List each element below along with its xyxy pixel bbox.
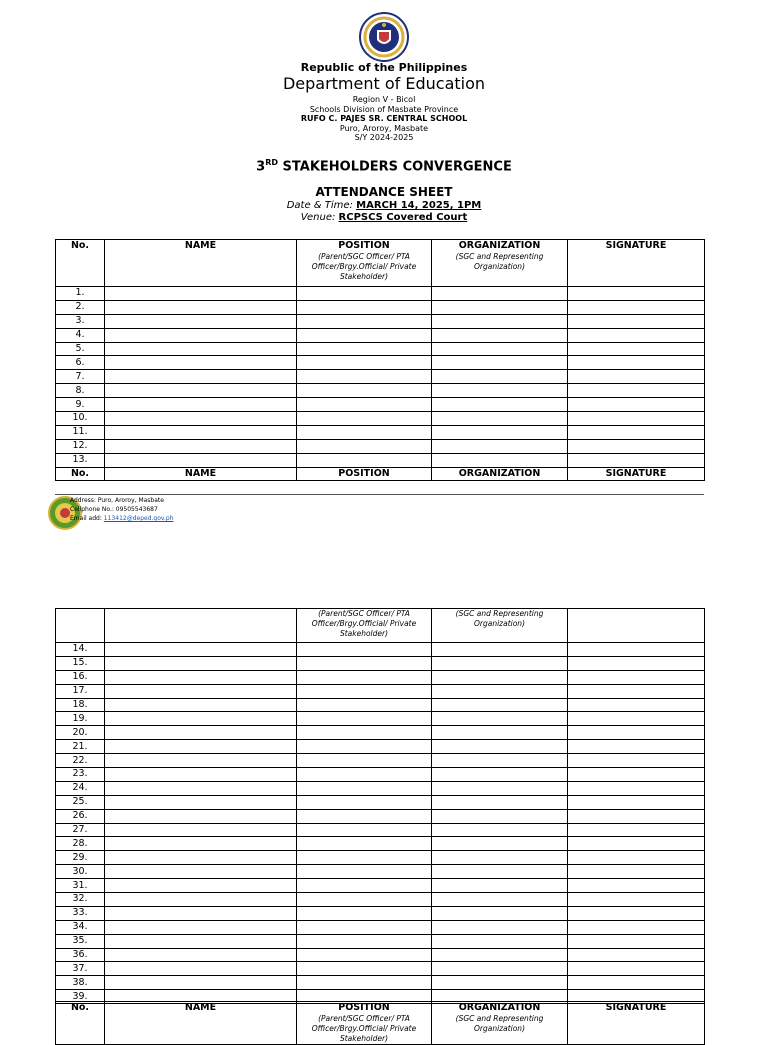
name-cell[interactable] bbox=[105, 300, 297, 314]
name-cell[interactable] bbox=[105, 740, 297, 754]
footer-email-label: Email add: bbox=[70, 515, 102, 522]
position-cell[interactable] bbox=[297, 398, 432, 412]
organization-cell[interactable] bbox=[432, 300, 568, 314]
position-cell[interactable] bbox=[297, 879, 432, 893]
header-division: Schools Division of Masbate Province bbox=[309, 105, 459, 114]
row-number: 38. bbox=[56, 976, 105, 990]
table-row bbox=[56, 781, 705, 795]
name-cell[interactable] bbox=[105, 837, 297, 851]
name-cell[interactable] bbox=[105, 314, 297, 328]
row-number: 24. bbox=[56, 781, 105, 795]
position-cell[interactable] bbox=[297, 754, 432, 768]
signature-cell[interactable] bbox=[568, 342, 705, 356]
position-cell[interactable] bbox=[297, 643, 432, 657]
table-row bbox=[56, 865, 705, 879]
signature-cell[interactable] bbox=[568, 809, 705, 823]
organization-cell[interactable] bbox=[432, 809, 568, 823]
footer-col-position: POSITION bbox=[297, 467, 432, 481]
position-cell[interactable] bbox=[297, 768, 432, 782]
signature-cell[interactable] bbox=[568, 851, 705, 865]
signature-cell[interactable] bbox=[568, 384, 705, 398]
table-row bbox=[56, 384, 705, 398]
table-row bbox=[56, 726, 705, 740]
p2-col-name bbox=[105, 609, 297, 643]
table-row bbox=[56, 370, 705, 384]
row-number: 29. bbox=[56, 851, 105, 865]
organization-cell[interactable] bbox=[432, 976, 568, 990]
table-row bbox=[56, 670, 705, 684]
position-cell[interactable] bbox=[297, 342, 432, 356]
organization-cell[interactable] bbox=[432, 906, 568, 920]
signature-cell[interactable] bbox=[568, 962, 705, 976]
name-cell[interactable] bbox=[105, 726, 297, 740]
signature-cell[interactable] bbox=[568, 948, 705, 962]
organization-cell[interactable] bbox=[432, 398, 568, 412]
row-number: 35. bbox=[56, 934, 105, 948]
footer-col-signature: SIGNATURE bbox=[568, 467, 705, 481]
position-cell[interactable] bbox=[297, 920, 432, 934]
organization-cell[interactable] bbox=[432, 384, 568, 398]
signature-cell[interactable] bbox=[568, 370, 705, 384]
name-cell[interactable] bbox=[105, 684, 297, 698]
row-number: 23. bbox=[56, 768, 105, 782]
signature-cell[interactable] bbox=[568, 837, 705, 851]
row-number: 30. bbox=[56, 865, 105, 879]
col-org-sub: (SGC and Representing Organization) bbox=[455, 252, 544, 271]
signature-cell[interactable] bbox=[568, 356, 705, 370]
signature-cell[interactable] bbox=[568, 781, 705, 795]
position-cell[interactable] bbox=[297, 370, 432, 384]
position-cell[interactable] bbox=[297, 948, 432, 962]
date-value: MARCH 14, 2025, 1PM bbox=[356, 200, 482, 211]
table-row bbox=[56, 962, 705, 976]
row-number: 3. bbox=[56, 314, 105, 328]
organization-cell[interactable] bbox=[432, 439, 568, 453]
signature-cell[interactable] bbox=[568, 287, 705, 301]
organization-cell[interactable] bbox=[432, 837, 568, 851]
organization-cell[interactable] bbox=[432, 656, 568, 670]
name-cell[interactable] bbox=[105, 823, 297, 837]
p3-col-signature: SIGNATURE bbox=[568, 1002, 705, 1045]
name-cell[interactable] bbox=[105, 356, 297, 370]
signature-cell[interactable] bbox=[568, 453, 705, 467]
row-number: 8. bbox=[56, 384, 105, 398]
col-position bbox=[297, 240, 432, 287]
row-number: 1. bbox=[56, 287, 105, 301]
position-cell[interactable] bbox=[297, 976, 432, 990]
position-cell[interactable] bbox=[297, 934, 432, 948]
footer-col-name: NAME bbox=[105, 467, 297, 481]
p3-col-org-sub: (SGC and Representing Organization) bbox=[455, 1014, 544, 1033]
position-cell[interactable] bbox=[297, 809, 432, 823]
name-cell[interactable] bbox=[105, 712, 297, 726]
organization-cell[interactable] bbox=[432, 754, 568, 768]
col-name: NAME bbox=[105, 240, 297, 287]
position-cell[interactable] bbox=[297, 439, 432, 453]
name-cell[interactable] bbox=[105, 643, 297, 657]
organization-cell[interactable] bbox=[432, 781, 568, 795]
p3-col-org-label: ORGANIZATION bbox=[458, 1002, 541, 1013]
row-number: 39. bbox=[56, 990, 105, 1004]
deped-seal-logo bbox=[359, 12, 409, 62]
name-cell[interactable] bbox=[105, 809, 297, 823]
p3-col-organization bbox=[432, 1002, 568, 1045]
table-row bbox=[56, 948, 705, 962]
footer-divider bbox=[55, 494, 704, 495]
table-row bbox=[56, 740, 705, 754]
table-row bbox=[56, 314, 705, 328]
table-row bbox=[56, 342, 705, 356]
organization-cell[interactable] bbox=[432, 740, 568, 754]
signature-cell[interactable] bbox=[568, 300, 705, 314]
organization-cell[interactable] bbox=[432, 948, 568, 962]
name-cell[interactable] bbox=[105, 920, 297, 934]
organization-cell[interactable] bbox=[432, 670, 568, 684]
date-label: Date & Time: bbox=[286, 200, 353, 211]
header-republic: Republic of the Philippines bbox=[300, 61, 468, 74]
organization-cell[interactable] bbox=[432, 893, 568, 907]
header-school: RUFO C. PAJES SR. CENTRAL SCHOOL bbox=[300, 114, 468, 123]
table-row bbox=[56, 879, 705, 893]
organization-cell[interactable] bbox=[432, 851, 568, 865]
p2-col-organization bbox=[432, 609, 568, 643]
position-cell[interactable] bbox=[297, 795, 432, 809]
table-row bbox=[56, 851, 705, 865]
attendance-table-page3 bbox=[55, 1001, 705, 1045]
position-cell[interactable] bbox=[297, 356, 432, 370]
p2-col-position bbox=[297, 609, 432, 643]
footer-email-line bbox=[70, 514, 174, 523]
row-number: 4. bbox=[56, 328, 105, 342]
name-cell[interactable] bbox=[105, 948, 297, 962]
event-ordinal: 3 bbox=[256, 159, 266, 175]
position-cell[interactable] bbox=[297, 384, 432, 398]
row-number: 22. bbox=[56, 754, 105, 768]
position-cell[interactable] bbox=[297, 656, 432, 670]
header-school-year: S/Y 2024-2025 bbox=[354, 133, 414, 142]
date-time-line bbox=[0, 200, 768, 211]
name-cell[interactable] bbox=[105, 934, 297, 948]
table-row bbox=[56, 300, 705, 314]
name-cell[interactable] bbox=[105, 768, 297, 782]
col-org-label: ORGANIZATION bbox=[458, 240, 541, 251]
row-number: 31. bbox=[56, 879, 105, 893]
name-cell[interactable] bbox=[105, 795, 297, 809]
table-row bbox=[56, 425, 705, 439]
signature-cell[interactable] bbox=[568, 684, 705, 698]
organization-cell[interactable] bbox=[432, 643, 568, 657]
signature-cell[interactable] bbox=[568, 879, 705, 893]
table-row bbox=[56, 768, 705, 782]
name-cell[interactable] bbox=[105, 398, 297, 412]
p3-col-no: No. bbox=[56, 1002, 105, 1045]
organization-cell[interactable] bbox=[432, 453, 568, 467]
name-cell[interactable] bbox=[105, 287, 297, 301]
position-cell[interactable] bbox=[297, 698, 432, 712]
position-cell[interactable] bbox=[297, 906, 432, 920]
table-row bbox=[56, 795, 705, 809]
name-cell[interactable] bbox=[105, 698, 297, 712]
footer-address: Address: Puro, Aroroy, Masbate bbox=[70, 497, 164, 504]
signature-cell[interactable] bbox=[568, 768, 705, 782]
header-region: Region V - Bicol bbox=[352, 95, 416, 104]
table-row bbox=[56, 920, 705, 934]
row-number: 13. bbox=[56, 453, 105, 467]
p3-col-position bbox=[297, 1002, 432, 1045]
col-no: No. bbox=[56, 240, 105, 287]
position-cell[interactable] bbox=[297, 851, 432, 865]
col-signature: SIGNATURE bbox=[568, 240, 705, 287]
col-position-sub: (Parent/SGC Officer/ PTA Officer/Brgy.Official/ Private Stakeholder) bbox=[311, 252, 417, 281]
signature-cell[interactable] bbox=[568, 893, 705, 907]
position-cell[interactable] bbox=[297, 962, 432, 976]
signature-cell[interactable] bbox=[568, 712, 705, 726]
p2-col-signature bbox=[568, 609, 705, 643]
attendance-table-page2 bbox=[55, 608, 705, 1004]
organization-cell[interactable] bbox=[432, 962, 568, 976]
row-number: 27. bbox=[56, 823, 105, 837]
row-number: 32. bbox=[56, 893, 105, 907]
row-number: 12. bbox=[56, 439, 105, 453]
venue-line bbox=[0, 212, 768, 223]
table-body-page1 bbox=[56, 287, 705, 468]
row-number: 26. bbox=[56, 809, 105, 823]
name-cell[interactable] bbox=[105, 781, 297, 795]
table-row bbox=[56, 809, 705, 823]
position-cell[interactable] bbox=[297, 287, 432, 301]
col-organization bbox=[432, 240, 568, 287]
row-number: 20. bbox=[56, 726, 105, 740]
table-row bbox=[56, 328, 705, 342]
name-cell[interactable] bbox=[105, 328, 297, 342]
row-number: 25. bbox=[56, 795, 105, 809]
table-row bbox=[56, 439, 705, 453]
organization-cell[interactable] bbox=[432, 712, 568, 726]
table-row bbox=[56, 453, 705, 467]
row-number: 19. bbox=[56, 712, 105, 726]
position-cell[interactable] bbox=[297, 865, 432, 879]
name-cell[interactable] bbox=[105, 370, 297, 384]
row-number: 21. bbox=[56, 740, 105, 754]
name-cell[interactable] bbox=[105, 879, 297, 893]
signature-cell[interactable] bbox=[568, 865, 705, 879]
table-row bbox=[56, 656, 705, 670]
position-cell[interactable] bbox=[297, 328, 432, 342]
signature-cell[interactable] bbox=[568, 934, 705, 948]
signature-cell[interactable] bbox=[568, 328, 705, 342]
position-cell[interactable] bbox=[297, 726, 432, 740]
row-number: 33. bbox=[56, 906, 105, 920]
position-cell[interactable] bbox=[297, 314, 432, 328]
footer-phone: Cellphone No.: 09505543687 bbox=[70, 506, 158, 513]
organization-cell[interactable] bbox=[432, 934, 568, 948]
table-row bbox=[56, 643, 705, 657]
table-row bbox=[56, 906, 705, 920]
p2-col-org-sub: (SGC and Representing Organization) bbox=[455, 609, 544, 628]
row-number: 2. bbox=[56, 300, 105, 314]
position-cell[interactable] bbox=[297, 712, 432, 726]
table-row bbox=[56, 287, 705, 301]
name-cell[interactable] bbox=[105, 893, 297, 907]
row-number: 11. bbox=[56, 425, 105, 439]
footer-email-link[interactable]: 113412@deped.gov.ph bbox=[103, 515, 174, 522]
signature-cell[interactable] bbox=[568, 920, 705, 934]
signature-cell[interactable] bbox=[568, 740, 705, 754]
row-number: 18. bbox=[56, 698, 105, 712]
row-number: 17. bbox=[56, 684, 105, 698]
row-number: 15. bbox=[56, 656, 105, 670]
organization-cell[interactable] bbox=[432, 314, 568, 328]
signature-cell[interactable] bbox=[568, 906, 705, 920]
signature-cell[interactable] bbox=[568, 726, 705, 740]
name-cell[interactable] bbox=[105, 425, 297, 439]
row-number: 37. bbox=[56, 962, 105, 976]
organization-cell[interactable] bbox=[432, 920, 568, 934]
sheet-title: ATTENDANCE SHEET bbox=[315, 185, 453, 199]
organization-cell[interactable] bbox=[432, 287, 568, 301]
name-cell[interactable] bbox=[105, 754, 297, 768]
signature-cell[interactable] bbox=[568, 398, 705, 412]
name-cell[interactable] bbox=[105, 342, 297, 356]
position-cell[interactable] bbox=[297, 837, 432, 851]
table-row bbox=[56, 684, 705, 698]
organization-cell[interactable] bbox=[432, 698, 568, 712]
position-cell[interactable] bbox=[297, 684, 432, 698]
signature-cell[interactable] bbox=[568, 823, 705, 837]
organization-cell[interactable] bbox=[432, 342, 568, 356]
name-cell[interactable] bbox=[105, 851, 297, 865]
row-number: 36. bbox=[56, 948, 105, 962]
name-cell[interactable] bbox=[105, 439, 297, 453]
position-cell[interactable] bbox=[297, 781, 432, 795]
name-cell[interactable] bbox=[105, 962, 297, 976]
table-row bbox=[56, 837, 705, 851]
name-cell[interactable] bbox=[105, 412, 297, 426]
name-cell[interactable] bbox=[105, 453, 297, 467]
organization-cell[interactable] bbox=[432, 795, 568, 809]
header-department: Department of Education bbox=[282, 74, 486, 93]
position-cell[interactable] bbox=[297, 412, 432, 426]
table-row bbox=[56, 356, 705, 370]
organization-cell[interactable] bbox=[432, 768, 568, 782]
position-cell[interactable] bbox=[297, 740, 432, 754]
organization-cell[interactable] bbox=[432, 726, 568, 740]
row-number: 16. bbox=[56, 670, 105, 684]
signature-cell[interactable] bbox=[568, 976, 705, 990]
row-number: 9. bbox=[56, 398, 105, 412]
position-cell[interactable] bbox=[297, 893, 432, 907]
table-row bbox=[56, 698, 705, 712]
organization-cell[interactable] bbox=[432, 328, 568, 342]
signature-cell[interactable] bbox=[568, 412, 705, 426]
p3-col-position-sub: (Parent/SGC Officer/ PTA Officer/Brgy.Official/ Private Stakeholder) bbox=[311, 1014, 417, 1043]
name-cell[interactable] bbox=[105, 670, 297, 684]
venue-value: RCPSCS Covered Court bbox=[338, 212, 468, 223]
table-row bbox=[56, 823, 705, 837]
p3-col-position-label: POSITION bbox=[338, 1002, 390, 1013]
organization-cell[interactable] bbox=[432, 412, 568, 426]
event-ordinal-suffix: RD bbox=[265, 158, 279, 167]
name-cell[interactable] bbox=[105, 976, 297, 990]
row-number: 14. bbox=[56, 643, 105, 657]
name-cell[interactable] bbox=[105, 656, 297, 670]
footer-col-organization: ORGANIZATION bbox=[432, 467, 568, 481]
table-row bbox=[56, 412, 705, 426]
signature-cell[interactable] bbox=[568, 754, 705, 768]
organization-cell[interactable] bbox=[432, 865, 568, 879]
signature-cell[interactable] bbox=[568, 314, 705, 328]
position-cell[interactable] bbox=[297, 300, 432, 314]
table-row bbox=[56, 976, 705, 990]
table-row bbox=[56, 712, 705, 726]
attendance-table-page1 bbox=[55, 239, 705, 481]
name-cell[interactable] bbox=[105, 906, 297, 920]
signature-cell[interactable] bbox=[568, 439, 705, 453]
signature-cell[interactable] bbox=[568, 643, 705, 657]
position-cell[interactable] bbox=[297, 453, 432, 467]
row-number: 10. bbox=[56, 412, 105, 426]
p2-col-position-sub: (Parent/SGC Officer/ PTA Officer/Brgy.Official/ Private Stakeholder) bbox=[311, 609, 417, 638]
table-row bbox=[56, 398, 705, 412]
signature-cell[interactable] bbox=[568, 425, 705, 439]
table-body-page2 bbox=[56, 643, 705, 1004]
table-row bbox=[56, 754, 705, 768]
position-cell[interactable] bbox=[297, 823, 432, 837]
event-title bbox=[0, 158, 768, 174]
venue-label: Venue: bbox=[300, 212, 336, 223]
position-cell[interactable] bbox=[297, 670, 432, 684]
organization-cell[interactable] bbox=[432, 684, 568, 698]
row-number: 28. bbox=[56, 837, 105, 851]
organization-cell[interactable] bbox=[432, 370, 568, 384]
p3-col-name: NAME bbox=[105, 1002, 297, 1045]
footer-col-no: No. bbox=[56, 467, 105, 481]
signature-cell[interactable] bbox=[568, 656, 705, 670]
position-cell[interactable] bbox=[297, 425, 432, 439]
signature-cell[interactable] bbox=[568, 670, 705, 684]
organization-cell[interactable] bbox=[432, 879, 568, 893]
name-cell[interactable] bbox=[105, 384, 297, 398]
col-position-label: POSITION bbox=[338, 240, 390, 251]
organization-cell[interactable] bbox=[432, 425, 568, 439]
p2-col-no bbox=[56, 609, 105, 643]
row-number: 5. bbox=[56, 342, 105, 356]
event-title-text: STAKEHOLDERS CONVERGENCE bbox=[282, 159, 512, 175]
organization-cell[interactable] bbox=[432, 356, 568, 370]
row-number: 34. bbox=[56, 920, 105, 934]
row-number: 6. bbox=[56, 356, 105, 370]
header-address: Puro, Aroroy, Masbate bbox=[339, 124, 429, 133]
signature-cell[interactable] bbox=[568, 698, 705, 712]
signature-cell[interactable] bbox=[568, 795, 705, 809]
organization-cell[interactable] bbox=[432, 823, 568, 837]
name-cell[interactable] bbox=[105, 865, 297, 879]
table-row bbox=[56, 934, 705, 948]
table-row bbox=[56, 893, 705, 907]
row-number: 7. bbox=[56, 370, 105, 384]
